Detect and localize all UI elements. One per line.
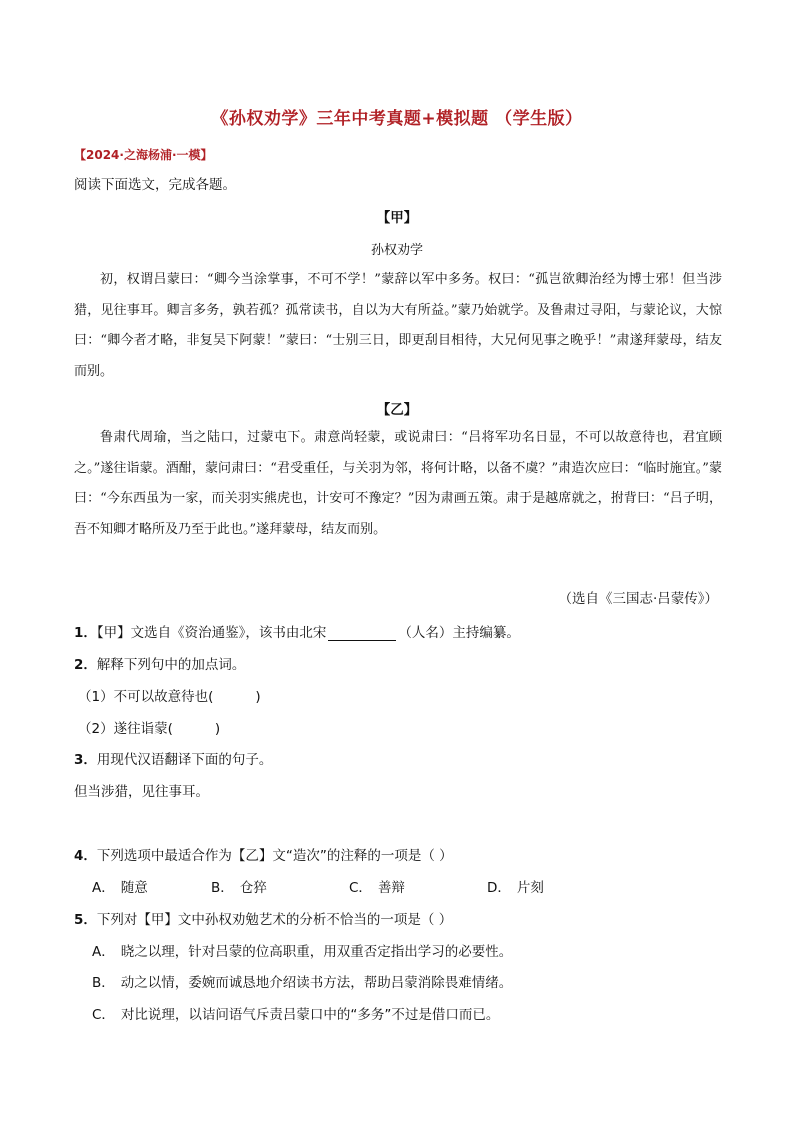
- question-number: 2．: [74, 657, 97, 673]
- question-5-text: 下列对【甲】文中孙权劝勉艺术的分析不恰当的一项是（ ）: [96, 912, 453, 928]
- option-text: 片刻: [516, 880, 544, 896]
- passage-jia-label: 【甲】: [376, 210, 418, 226]
- passage-jia-text: 初，权谓吕蒙曰：“卿今当涂掌事，不可不学！”蒙辞以军中多务。权曰：“孤岂欲卿治经为博士邪！但当涉猎，见往事耳。卿言多务，孰若孤？孤常读书，自以为大有所益。”蒙乃始就学。及鲁肃过寻阳，与蒙论议，大惊曰：“卿今者才略，非复吴下阿蒙！”蒙曰：“士别三日，即更刮目相待，大兄何见事之晚乎！”肃遂拜蒙母，结友而别。: [74, 272, 722, 379]
- question-2-item-1: [78, 685, 261, 705]
- option-letter: C．: [349, 880, 372, 896]
- option-a[interactable]: [92, 876, 148, 896]
- passage-yi-text: 鲁肃代周瑜，当之陆口，过蒙屯下。肃意尚轻蒙，或说肃曰：“吕将军功名日显，不可以故意待也，君宜顾之。”遂往诣蒙。酒酣，蒙问肃曰：“君受重任，与关羽为邻，将何计略，以备不虞？”肃造次应曰：“临时施宜。”蒙曰：“今东西虽为一家，而关羽实熊虎也，计安可不豫定？”因为肃画五策。肃于是越席就之，拊背曰：“吕子明，吾不知卿才略所及乃至于此也。”遂拜蒙母，结友而别。: [74, 430, 722, 537]
- question-2-item-2: [78, 717, 220, 737]
- item-text: （1）不可以故意待也(: [78, 689, 214, 705]
- option-text: 仓猝: [239, 880, 267, 896]
- question-4: [74, 844, 453, 864]
- question-4-text: 下列选项中最适合作为【乙】文“造次”的注释的一项是（ ）: [96, 848, 453, 864]
- option-c[interactable]: [92, 1003, 499, 1023]
- question-1-tail: （人名）主持编纂。: [398, 625, 520, 641]
- passage-jia-title: 孙权劝学: [370, 243, 423, 258]
- option-text: 晓之以理，针对吕蒙的位高职重，用双重否定指出学习的必要性。: [120, 944, 513, 960]
- option-letter: C．: [92, 1007, 115, 1023]
- option-letter: B．: [92, 975, 115, 991]
- option-text: 对比说理，以诘问语气斥责吕蒙口中的“多务”不过是借口而已。: [120, 1007, 500, 1023]
- passage-yi-label: 【乙】: [376, 402, 418, 418]
- instruction: 阅读下面选文，完成各题。: [74, 177, 236, 193]
- option-b[interactable]: [211, 876, 267, 896]
- question-2: [74, 653, 245, 673]
- question-2-text: 解释下列句中的加点词。: [96, 657, 246, 673]
- question-number: 1．: [74, 625, 97, 641]
- option-text: 随意: [120, 880, 148, 896]
- option-letter: A．: [92, 944, 115, 960]
- question-3-sentence: 但当涉猎，见往事耳。: [74, 784, 209, 800]
- option-letter: B．: [211, 880, 234, 896]
- question-number: 4．: [74, 848, 97, 864]
- option-text: 动之以情，委婉而诚恳地介绍读书方法，帮助吕蒙消除畏难情绪。: [120, 975, 513, 991]
- option-c[interactable]: [349, 876, 405, 896]
- question-number: 5．: [74, 912, 97, 928]
- question-3-text: 用现代汉语翻译下面的句子。: [96, 752, 273, 768]
- item-close: ): [214, 721, 221, 737]
- option-text: 善辩: [377, 880, 405, 896]
- option-a[interactable]: [92, 940, 512, 960]
- question-3: [74, 748, 272, 768]
- passage-source: （选自《三国志·吕蒙传》）: [558, 591, 718, 607]
- item-text: （2）遂往诣蒙(: [78, 721, 173, 737]
- question-1: [74, 621, 520, 641]
- option-d[interactable]: [487, 876, 544, 896]
- option-b[interactable]: [92, 971, 512, 991]
- option-letter: D．: [487, 880, 511, 896]
- option-letter: A．: [92, 880, 115, 896]
- answer-blank[interactable]: [328, 626, 396, 641]
- item-close: ): [255, 689, 261, 705]
- question-1-text: 【甲】文选自《资治通鉴》，该书由北宋: [96, 625, 327, 641]
- source-tag: 【2024·之海杨浦·一模】: [74, 148, 213, 162]
- question-5: [74, 908, 452, 928]
- question-number: 3．: [74, 752, 97, 768]
- page-title: 《孙权劝学》三年中考真题+模拟题 （学生版）: [211, 109, 583, 129]
